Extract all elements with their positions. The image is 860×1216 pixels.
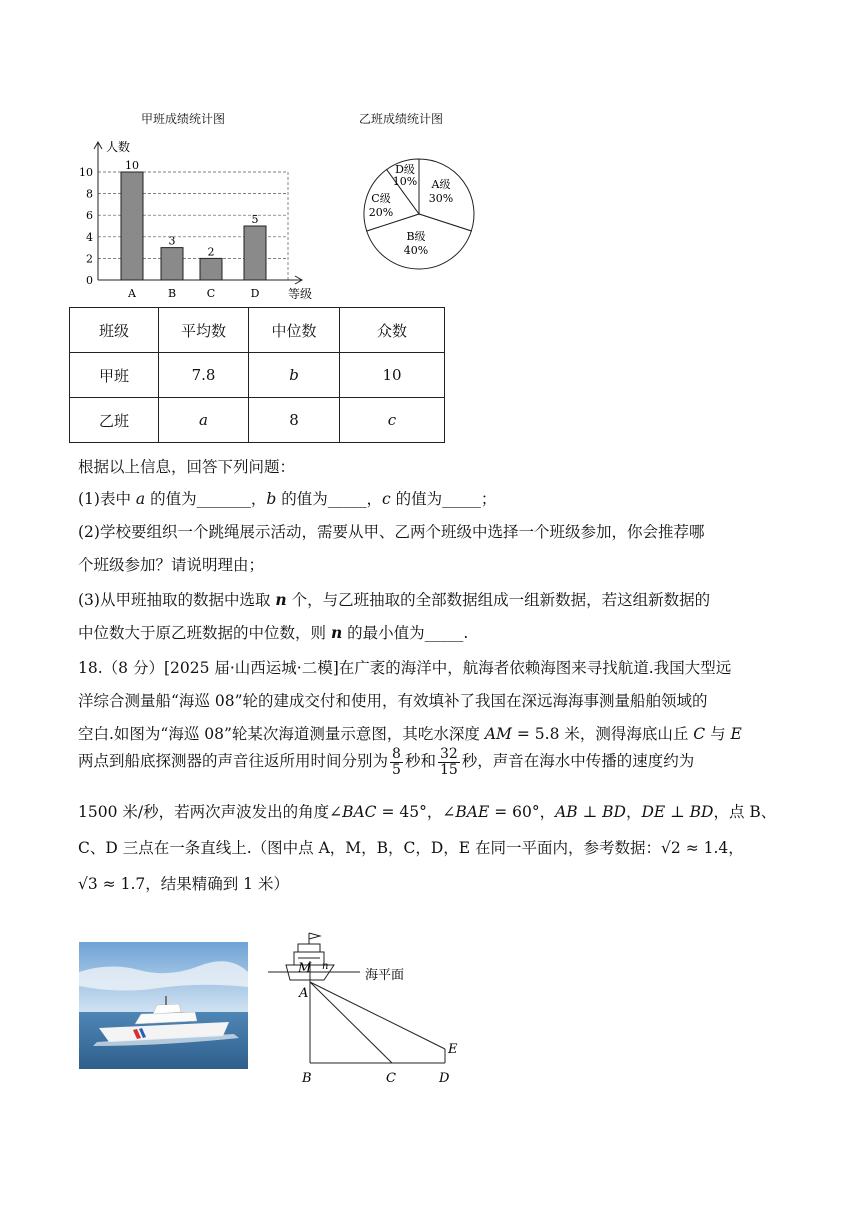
bar-value-label: 5 — [251, 213, 259, 226]
q1-text: 的值为_______， — [145, 490, 267, 508]
table-cell: 乙班 — [70, 398, 159, 443]
table-cell: 8 — [249, 398, 340, 443]
table-cell: a — [159, 398, 249, 443]
point-label-c: C — [386, 1071, 396, 1086]
pie-slice-label: C级 — [371, 192, 391, 205]
question-18-line-5 — [78, 800, 776, 822]
q3-var: n — [275, 590, 287, 609]
q1-text: (1)表中 — [78, 490, 136, 508]
y-tick-label: 2 — [86, 252, 93, 266]
segment-ae — [310, 982, 445, 1049]
q3-text: 中位数大于原乙班数据的中位数，则 — [78, 624, 331, 642]
table-cell: 甲班 — [70, 353, 159, 398]
y-tick-label: 10 — [79, 166, 93, 179]
question-3-line-1 — [78, 588, 710, 610]
q18-text: ⊥ — [665, 803, 690, 821]
question-18-line-1: 18.（8 分）[2025 届·山西运城·二模]在广袤的海洋中，航海者依赖海图来寻找航道.我国大型远 — [78, 659, 732, 677]
fraction — [390, 747, 403, 777]
fraction-denominator: 15 — [439, 761, 458, 778]
q18-var: C — [693, 725, 706, 743]
q18-var: BAE — [455, 803, 490, 821]
question-18-line-4 — [78, 747, 694, 777]
q18-text: 空白.如图为“海巡 08”轮某次海道测量示意图，其吃水深度 — [78, 725, 485, 743]
question-1 — [78, 487, 496, 509]
table-cell: b — [249, 353, 340, 398]
table-header-cell: 班级 — [70, 308, 159, 353]
sea-level-label: 海平面 — [365, 968, 405, 983]
table-cell: 7.8 — [159, 353, 249, 398]
point-label-b: B — [302, 1071, 312, 1086]
bar-value-label: 3 — [168, 234, 176, 248]
q18-text: ⊥ — [577, 803, 603, 821]
y-axis-label: 人数 — [106, 140, 131, 154]
bar — [121, 172, 143, 280]
question-18-line-6: C、D 三点在一条直线上.（图中点 A，M，B，C，D，E 在同一平面内，参考数据：√2 ≈ 1.4， — [78, 839, 744, 857]
q18-text: = 60°， — [489, 803, 556, 821]
ship-photo — [79, 942, 248, 1069]
q18-text: 秒和 — [404, 752, 436, 771]
y-tick-label: 0 — [86, 274, 93, 287]
table-cell: c — [340, 398, 445, 443]
q1-var: a — [135, 490, 146, 508]
segment-ac — [310, 982, 392, 1063]
q18-text: 两点到船底探测器的声音往返所用时间分别为 — [78, 752, 389, 771]
question-3-line-2 — [78, 621, 468, 643]
bar-value-label: 2 — [207, 245, 215, 259]
pie-slice-percent: 40% — [403, 244, 429, 257]
table-header-cell: 中位数 — [249, 308, 340, 353]
bar-value-label: 10 — [125, 159, 139, 172]
q18-text: 1500 米/秒，若两次声波发出的角度∠ — [78, 803, 343, 821]
y-tick-label: 6 — [86, 209, 93, 223]
pie-slice-label: B级 — [406, 230, 426, 243]
q3-var: n — [330, 623, 343, 642]
pie-chart-title: 乙班成绩统计图 — [359, 112, 444, 126]
bar — [244, 226, 266, 280]
q18-var: BD — [689, 803, 714, 821]
x-tick-label: C — [206, 287, 216, 300]
q18-var: AB — [555, 803, 578, 821]
fraction — [438, 747, 460, 777]
bar — [200, 258, 222, 280]
fraction-numerator: 8 — [392, 746, 401, 762]
pie-slice-percent: 30% — [428, 192, 454, 205]
q18-text: ， — [625, 803, 642, 821]
table-header-row — [70, 308, 445, 353]
bar — [161, 248, 183, 280]
x-tick-label: B — [167, 287, 177, 300]
table-cell: 10 — [340, 353, 445, 398]
q1-text: 的值为_____； — [390, 490, 497, 508]
intro-text: 根据以上信息，回答下列问题： — [78, 458, 296, 476]
fraction-numerator: 32 — [439, 746, 458, 762]
q18-var: E — [730, 725, 742, 743]
x-tick-label: D — [250, 287, 260, 300]
point-label-a: A — [299, 986, 309, 1001]
q18-var: AM — [484, 725, 512, 743]
table-row — [70, 353, 445, 398]
point-label-e: E — [448, 1042, 458, 1057]
point-label-d: D — [439, 1071, 450, 1086]
q18-text: 秒，声音在海水中传播的速度约为 — [461, 752, 695, 771]
q1-var: b — [266, 490, 277, 508]
q18-text: ，点 B、 — [713, 803, 777, 821]
y-tick-label: 4 — [86, 230, 93, 244]
q3-text: (3)从甲班抽取的数据中选取 — [78, 591, 276, 609]
pie-slice-percent: 20% — [368, 206, 394, 219]
bar-chart — [70, 132, 330, 302]
q1-var: c — [381, 490, 391, 508]
q18-text: = 45°，∠ — [376, 803, 456, 821]
bar-chart-title: 甲班成绩统计图 — [141, 112, 226, 126]
q18-var: DE — [641, 803, 666, 821]
ship-photo-drawing — [79, 942, 248, 1069]
fraction-denominator: 5 — [392, 761, 401, 778]
pie-slice-label: A级 — [431, 178, 451, 191]
question-18-line-3 — [78, 722, 742, 744]
q18-text: 与 — [705, 725, 731, 743]
q18-var: BD — [602, 803, 626, 821]
x-tick-label: A — [128, 287, 136, 300]
stats-table — [69, 307, 445, 443]
question-18-line-2: 洋综合测量船“海巡 08”轮的建成交付和使用，有效填补了我国在深远海海事测量船舶领域的 — [78, 692, 708, 710]
table-row — [70, 398, 445, 443]
point-label-m: M — [298, 961, 312, 976]
pie-chart — [355, 152, 485, 277]
table-header-cell: 平均数 — [159, 308, 249, 353]
q3-text: 个，与乙班抽取的全部数据组成一组新数据，若这组新数据的 — [286, 591, 711, 609]
pie-slice-percent: 10% — [392, 175, 418, 188]
y-tick-label: 8 — [86, 187, 93, 201]
question-18-line-7: √3 ≈ 1.7，结果精确到 1 米） — [78, 875, 289, 893]
q18-text: = 5.8 米，测得海底山丘 — [511, 725, 694, 743]
question-2-line-1: (2)学校要组织一个跳绳展示活动，需要从甲、乙两个班级中选择一个班级参加，你会推荐哪 — [78, 523, 705, 541]
table-header-cell: 众数 — [340, 308, 445, 353]
pie-slice-label: D级 — [395, 163, 415, 176]
q3-text: 的最小值为_____. — [342, 624, 469, 642]
q18-var: BAC — [342, 803, 377, 821]
geometry-figure — [262, 925, 482, 1087]
point-label-n: n — [322, 961, 329, 972]
x-axis-label: 等级 — [288, 287, 313, 301]
question-2-line-2: 个班级参加？请说明理由； — [78, 556, 265, 574]
q1-text: 的值为_____， — [276, 490, 382, 508]
